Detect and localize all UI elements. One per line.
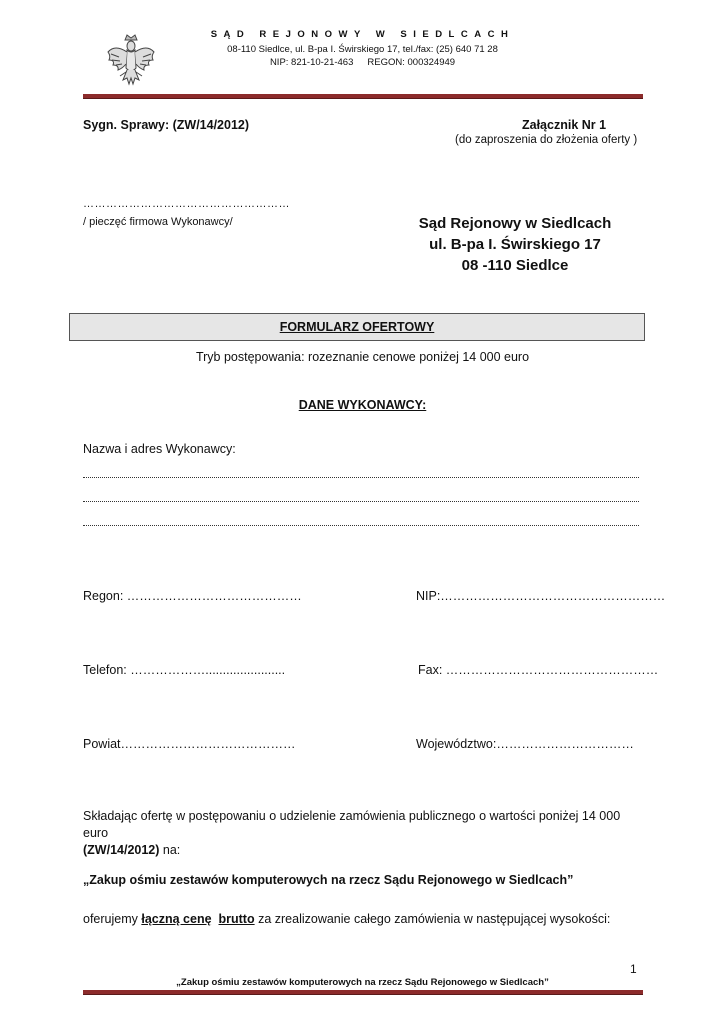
case-signature: Sygn. Sprawy: (ZW/14/2012) [83, 118, 250, 132]
district-field[interactable]: Powiat…………………………………… [83, 737, 296, 751]
procurement-subject: „Zakup ośmiu zestawów komputerowych na rzecz Sądu Rejonowego w Siedlcach” [83, 873, 574, 887]
recipient-line-1: Sąd Rejonowy w Siedlcach [418, 215, 612, 232]
gross-label: brutto [218, 912, 255, 926]
contractor-name-label: Nazwa i adres Wykonawcy: [83, 442, 236, 456]
offer-price-gap [212, 912, 219, 926]
court-address: 08-110 Siedlce, ul. B-pa I. Świrskiego 17, tel./fax: (25) 640 71 28 [227, 44, 498, 55]
regon-field[interactable]: Regon: …………………………………… [83, 589, 302, 603]
offer-price-line [83, 912, 610, 926]
footer-text: „Zakup ośmiu zestawów komputerowych na rzecz Sądu Rejonowego w Siedlcach” [176, 977, 549, 988]
court-name: SĄD REJONOWY W SIEDLCACH [210, 29, 515, 40]
procedure-mode: Tryb postępowania: rozeznanie cenowe poniżej 14 000 euro [195, 350, 530, 364]
fax-field[interactable]: Fax: …………………………………………… [418, 663, 659, 677]
contractor-name-line-1[interactable] [83, 477, 639, 478]
phone-field[interactable]: Telefon: ………………....................... [83, 663, 286, 677]
court-ids [0, 57, 725, 68]
contractor-name-line-2[interactable] [83, 501, 639, 502]
recipient-line-3: 08 -110 Siedlce [461, 257, 569, 274]
contractor-name-line-3[interactable] [83, 525, 639, 526]
form-title: FORMULARZ OFERTOWY [69, 313, 645, 341]
court-nip: NIP: 821-10-21-463 [269, 57, 354, 68]
offer-paragraph-tail: na: [159, 843, 181, 857]
offer-price-pre: oferujemy [83, 912, 142, 926]
offer-price-post: za zrealizowanie całego zamówienia w następującej wysokości: [254, 912, 611, 926]
attachment-label: Załącznik Nr 1 [522, 118, 607, 132]
offer-case-ref: (ZW/14/2012) [83, 843, 160, 857]
attachment-note: (do zaproszenia do złożenia oferty ) [455, 134, 638, 146]
stamp-placeholder: ……………………………………………… [83, 198, 290, 210]
page-number: 1 [630, 962, 637, 976]
offer-paragraph [83, 808, 648, 859]
header-divider [83, 94, 643, 99]
total-price-label: łączną cenę [141, 912, 212, 926]
court-regon: REGON: 000324949 [367, 57, 456, 68]
offer-paragraph-text: Składając ofertę w postępowaniu o udzielenie zamówienia publicznego o wartości poniżej 14 000 euro [83, 809, 621, 840]
contractor-heading: DANE WYKONAWCY: [298, 398, 427, 412]
recipient-address [400, 213, 630, 276]
province-field[interactable]: Województwo:…………………………… [416, 737, 634, 751]
recipient-line-2: ul. B-pa I. Świrskiego 17 [429, 236, 601, 253]
stamp-label: / pieczęć firmowa Wykonawcy/ [83, 216, 233, 228]
footer-divider [83, 990, 643, 995]
nip-field[interactable]: NIP:……………………………………………… [416, 589, 666, 603]
